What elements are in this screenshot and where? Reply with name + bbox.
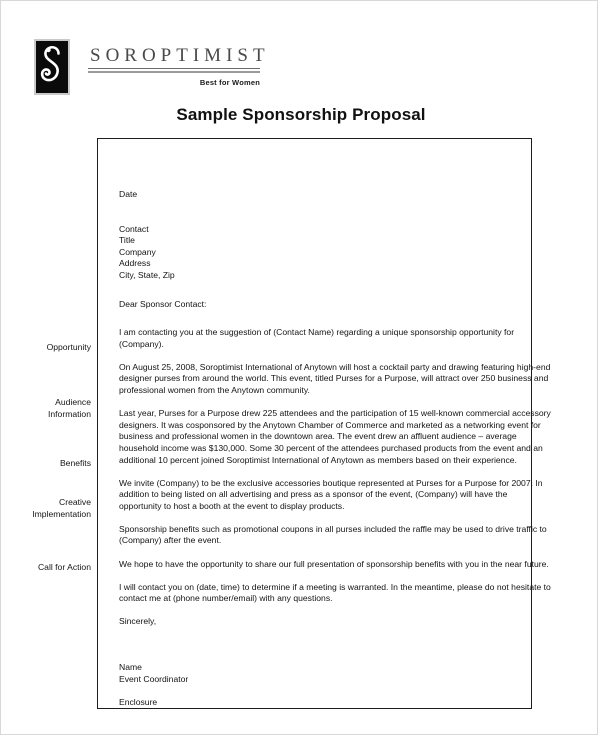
tagline-text: Best for Women: [199, 78, 260, 87]
recipient-city-state-zip: City, State, Zip: [119, 269, 175, 280]
letter-body: [119, 189, 551, 708]
wordmark-block: [88, 39, 270, 87]
signature-name: Name: [119, 661, 142, 672]
paragraph-benefits: We invite (Company) to be the exclusive accessories boutique represented at Purses for a Purpose for 2007. In addition to being listed on all advertising and press as a sponsor of the event, (Company) will have the opportunity to host a booth at the event to display products.: [119, 477, 543, 511]
letterhead: [34, 39, 270, 95]
paragraph-opportunity: On August 25, 2008, Soroptimist International of Anytown will host a cocktail party and drawing featuring high-end designer purses from around the world. This event, titled Purses for a Purpose, will attract over 250 business and professional women from the Anytown community.: [119, 361, 551, 396]
paragraph-closing-hope: We hope to have the opportunity to share our full presentation of sponsorship benefits with you in the near future.: [119, 558, 549, 569]
date-placeholder: Date: [119, 189, 138, 199]
margin-label-creative-line1: Creative: [59, 497, 91, 507]
paragraph-intro: I am contacting you at the suggestion of (Contact Name) regarding a unique sponsorship opportunity for (Company).: [119, 327, 515, 349]
wordmark-rule-bottom: [88, 71, 260, 73]
signature-role: Event Coordinator: [119, 673, 189, 684]
salutation: Dear Sponsor Contact:: [119, 298, 207, 309]
recipient-address: Address: [119, 258, 151, 269]
recipient-title: Title: [119, 235, 135, 246]
margin-label-benefits: Benefits: [59, 458, 91, 468]
paragraph-creative: Sponsorship benefits such as promotional coupons in all purses included the raffle may be used to drive traffic to (Company) after the event.: [119, 523, 547, 546]
margin-label-audience-information: [13, 397, 91, 420]
paragraph-audience: Last year, Purses for a Purpose drew 225 attendees and the participation of 15 well-known commercial accessory designers. It was cosponsored by the Anytown Chamber of Commerce and marketed as a networking event for business and professional women in the downtown area. The event drew an affluent audience – average household income was $130,000. Some 30 percent of the attendees purchased products from the event and an additional 10 percent joined Soroptimist International of Anytown as members based on their experience.: [119, 408, 551, 465]
soroptimist-s-logo-icon: [34, 39, 70, 95]
recipient-contact: Contact: [119, 223, 149, 234]
margin-label-audience-line2: Information: [48, 408, 91, 419]
page-title: Sample Sponsorship Proposal: [176, 105, 426, 124]
recipient-company: Company: [119, 246, 156, 257]
margin-label-creative-line2: Implementation: [32, 508, 91, 519]
wordmark-rule-top: [88, 68, 260, 69]
signoff: Sincerely,: [119, 616, 157, 627]
margin-label-opportunity: Opportunity: [46, 342, 91, 352]
wordmark-text: SOROPTIMIST: [90, 45, 270, 66]
paragraph-call-for-action: I will contact you on (date, time) to determine if a meeting is warranted. In the meantime, please do not hesitate to contact me at (phone number/email) with any questions.: [119, 581, 551, 604]
recipient-address-block: [119, 224, 551, 282]
margin-label-audience-line1: Audience: [55, 397, 91, 407]
enclosure-note: Enclosure: [119, 696, 158, 707]
margin-label-call-for-action: Call for Action: [37, 562, 91, 572]
margin-label-creative-implementation: [13, 497, 91, 520]
